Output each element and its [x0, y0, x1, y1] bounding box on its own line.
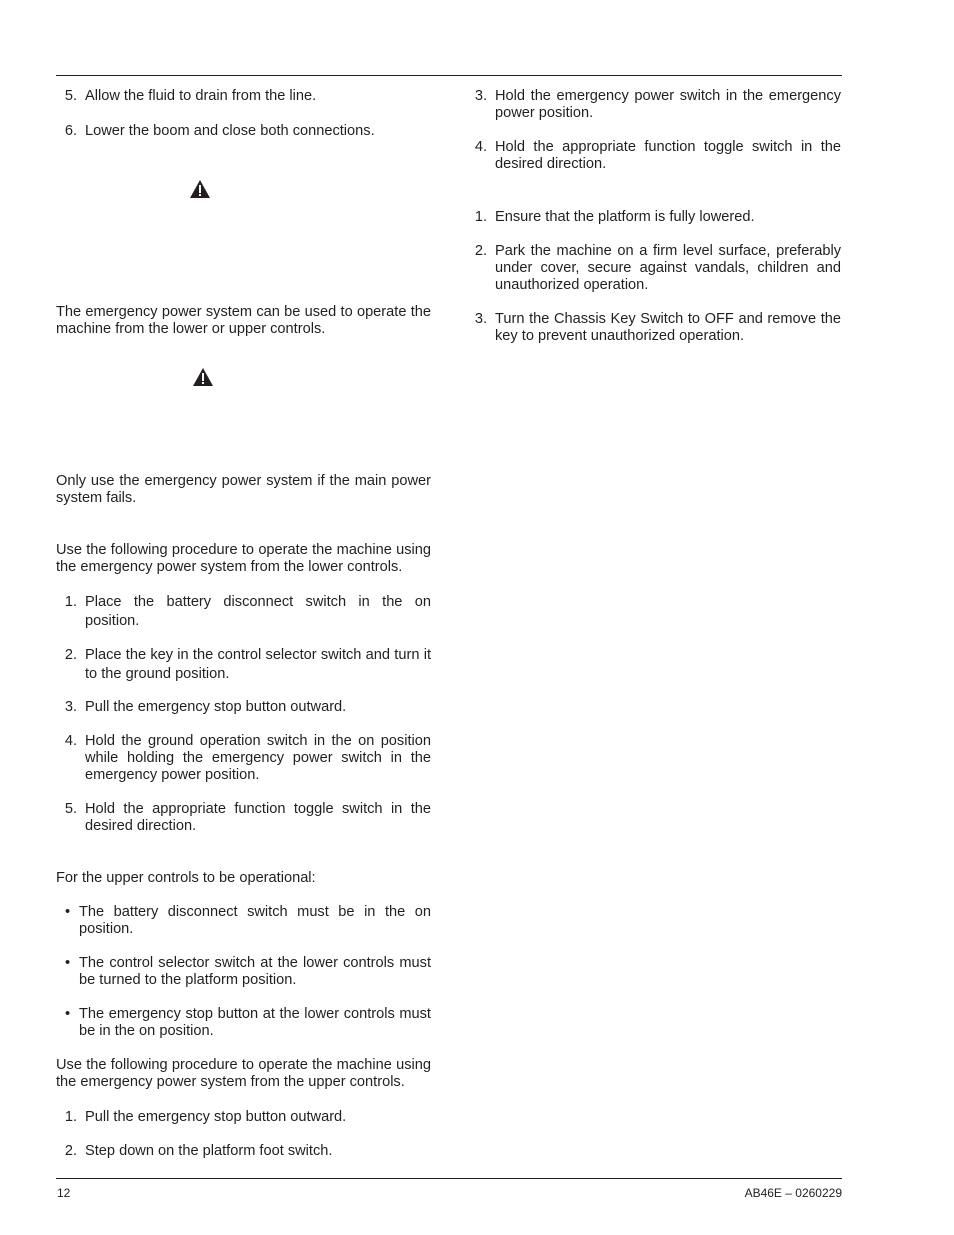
list-item: 3. Turn the Chassis Key Switch to OFF and remove the key to prevent unauthorized operation.	[474, 311, 841, 344]
page-number: 12	[57, 1186, 71, 1200]
list-item: 4. Hold the ground operation switch in the on position while holding the emergency power switch in the emergency power position.	[64, 733, 431, 783]
list-item: 2. Step down on the platform foot switch.	[64, 1143, 333, 1159]
warning-triangle-icon	[192, 367, 214, 387]
list-item: • The emergency stop button at the lower controls must be in the on position.	[65, 1006, 431, 1039]
left-column	[56, 88, 431, 1160]
only-use-paragraph: Only use the emergency power system if the main power system fails.	[56, 473, 431, 506]
list-item: 6. Lower the boom and close both connections.	[64, 123, 375, 139]
list-item: • The control selector switch at the lower controls must be turned to the platform position.	[65, 955, 431, 988]
upper-requirements-intro: For the upper controls to be operational:	[56, 870, 316, 886]
document-code: AB46E – 0260229	[744, 1186, 842, 1200]
bottom-rule	[56, 1178, 842, 1179]
list-item: 5. Allow the fluid to drain from the line.	[64, 88, 317, 104]
lower-controls-intro: Use the following procedure to operate the machine using the emergency power system from the lower controls.	[56, 542, 431, 575]
warning-triangle-icon	[189, 179, 211, 199]
right-column	[466, 88, 841, 345]
list-item: 1. Pull the emergency stop button outward.	[64, 1109, 347, 1125]
bullet-dot: •	[65, 1006, 71, 1022]
list-item: 3. Hold the emergency power switch in the emergency power position.	[474, 88, 841, 121]
bullet-dot: •	[65, 955, 71, 971]
list-item: 2. Place the key in the control selector switch and turn it to the ground position.	[64, 647, 431, 682]
list-item: 2. Park the machine on a firm level surface, preferably under cover, secure against vandals, children and unauthorized operation.	[474, 243, 841, 293]
list-item: 4. Hold the appropriate function toggle switch in the desired direction.	[474, 139, 841, 172]
list-item: 1. Place the battery disconnect switch in the on position.	[64, 594, 431, 629]
list-item: 3. Pull the emergency stop button outward.	[64, 699, 347, 715]
list-item: 1. Ensure that the platform is fully lowered.	[474, 209, 755, 225]
list-item: 5. Hold the appropriate function toggle switch in the desired direction.	[64, 801, 431, 834]
list-item: • The battery disconnect switch must be in the on position.	[65, 904, 431, 937]
intro-paragraph: The emergency power system can be used to operate the machine from the lower or upper controls.	[56, 304, 431, 337]
top-rule	[56, 75, 842, 76]
bullet-dot: •	[65, 904, 71, 920]
upper-controls-intro: Use the following procedure to operate the machine using the emergency power system from the upper controls.	[56, 1057, 431, 1090]
